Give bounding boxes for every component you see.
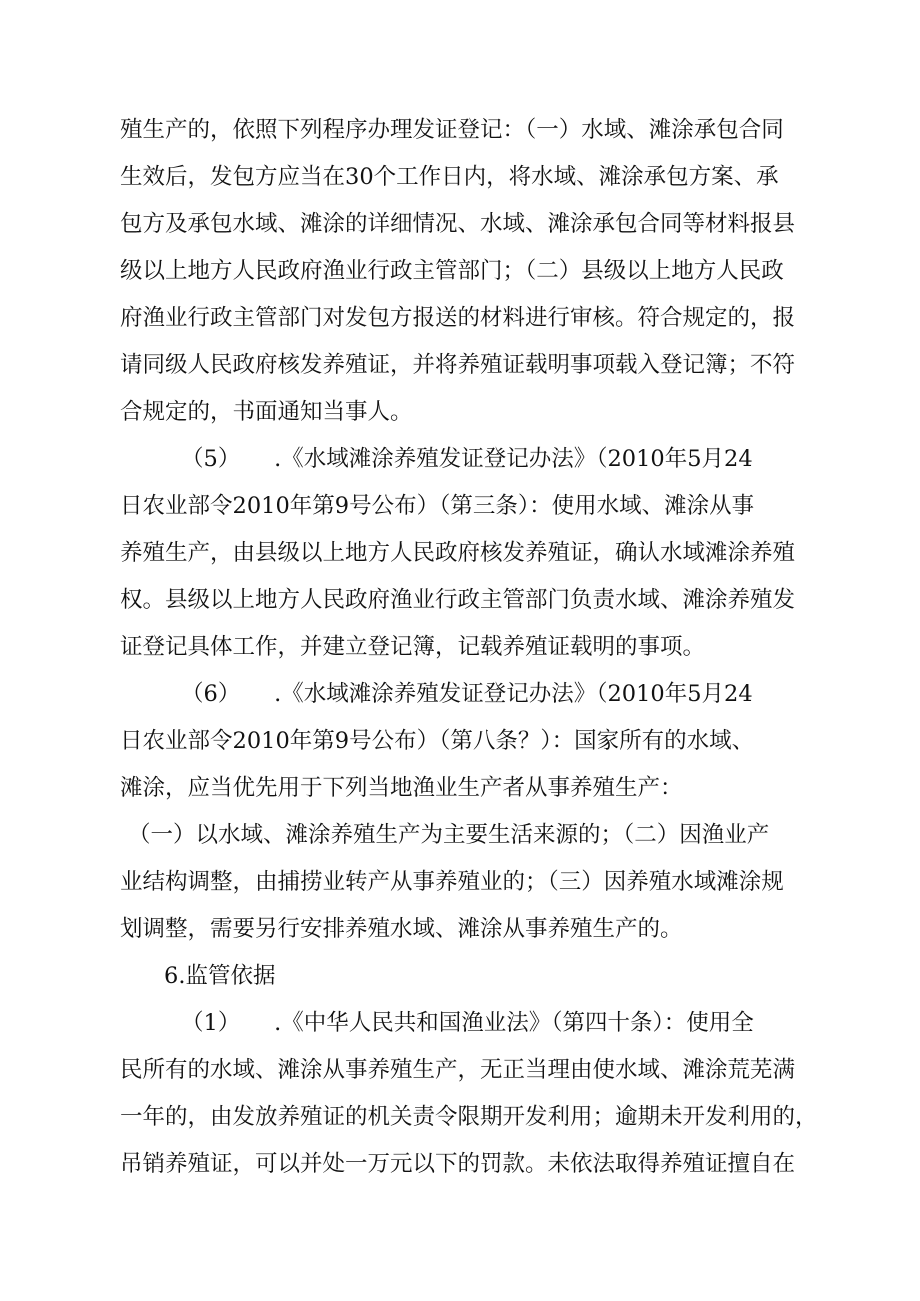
text-line: 证登记具体工作，并建立登记簿，记载养殖证载明的事项。	[120, 634, 706, 660]
text-line: 养殖生产，由县级以上地方人民政府核发养殖证，确认水域滩涂养殖	[120, 540, 796, 566]
text-line: （5） .《水域滩涂养殖发证登记办法》（2010年5月24	[181, 446, 753, 472]
text-line: 府渔业行政主管部门对发包方报送的材料进行审核。符合规定的，报	[120, 305, 796, 331]
text-line: 级以上地方人民政府渔业行政主管部门；（二）县级以上地方人民政	[120, 258, 784, 284]
text-line: 生效后，发包方应当在30个工作日内，将水域、滩涂承包方案、承	[120, 164, 779, 190]
text-line: （一）以水域、滩涂养殖生产为主要生活来源的；（二）因渔业产	[128, 822, 770, 848]
text-line: 合规定的，书面通知当事人。	[120, 399, 413, 425]
text-line: 殖生产的，依照下列程序办理发证登记：（一）水域、滩涂承包合同	[120, 117, 784, 143]
text-line: 请同级人民政府核发养殖证，并将养殖证载明事项载入登记簿；不符	[120, 352, 796, 378]
text-line: 划调整，需要另行安排养殖水域、滩涂从事养殖生产的。	[120, 916, 683, 942]
text-line: 日农业部令2010年第9号公布）（第三条）：使用水域、滩涂从事	[120, 493, 755, 519]
text-line: 日农业部令2010年第9号公布）（第八条？）：国家所有的水域、	[120, 728, 755, 754]
text-line: 包方及承包水域、滩涂的详细情况、水域、滩涂承包合同等材料报县	[120, 211, 796, 237]
text-line: 民所有的水域、滩涂从事养殖生产，无正当理由使水域、滩涂荒芜满	[120, 1057, 796, 1083]
text-line: 吊销养殖证，可以并处一万元以下的罚款。未依法取得养殖证擅自在	[120, 1151, 796, 1177]
text-line: 一年的，由发放养殖证的机关责令限期开发利用；逾期未开发利用的，	[120, 1104, 818, 1130]
text-line: 业结构调整，由捕捞业转产从事养殖业的；（三）因养殖水域滩涂规	[120, 869, 784, 895]
text-line: （6） .《水域滩涂养殖发证登记办法》（2010年5月24	[181, 681, 753, 707]
text-line: 权。县级以上地方人民政府渔业行政主管部门负责水域、滩涂养殖发	[120, 587, 796, 613]
text-line: （1） .《中华人民共和国渔业法》（第四十条）：使用全	[181, 1010, 754, 1036]
section-heading: 6.监管依据	[164, 963, 276, 989]
text-line: 滩涂，应当优先用于下列当地渔业生产者从事养殖生产：	[120, 775, 683, 801]
